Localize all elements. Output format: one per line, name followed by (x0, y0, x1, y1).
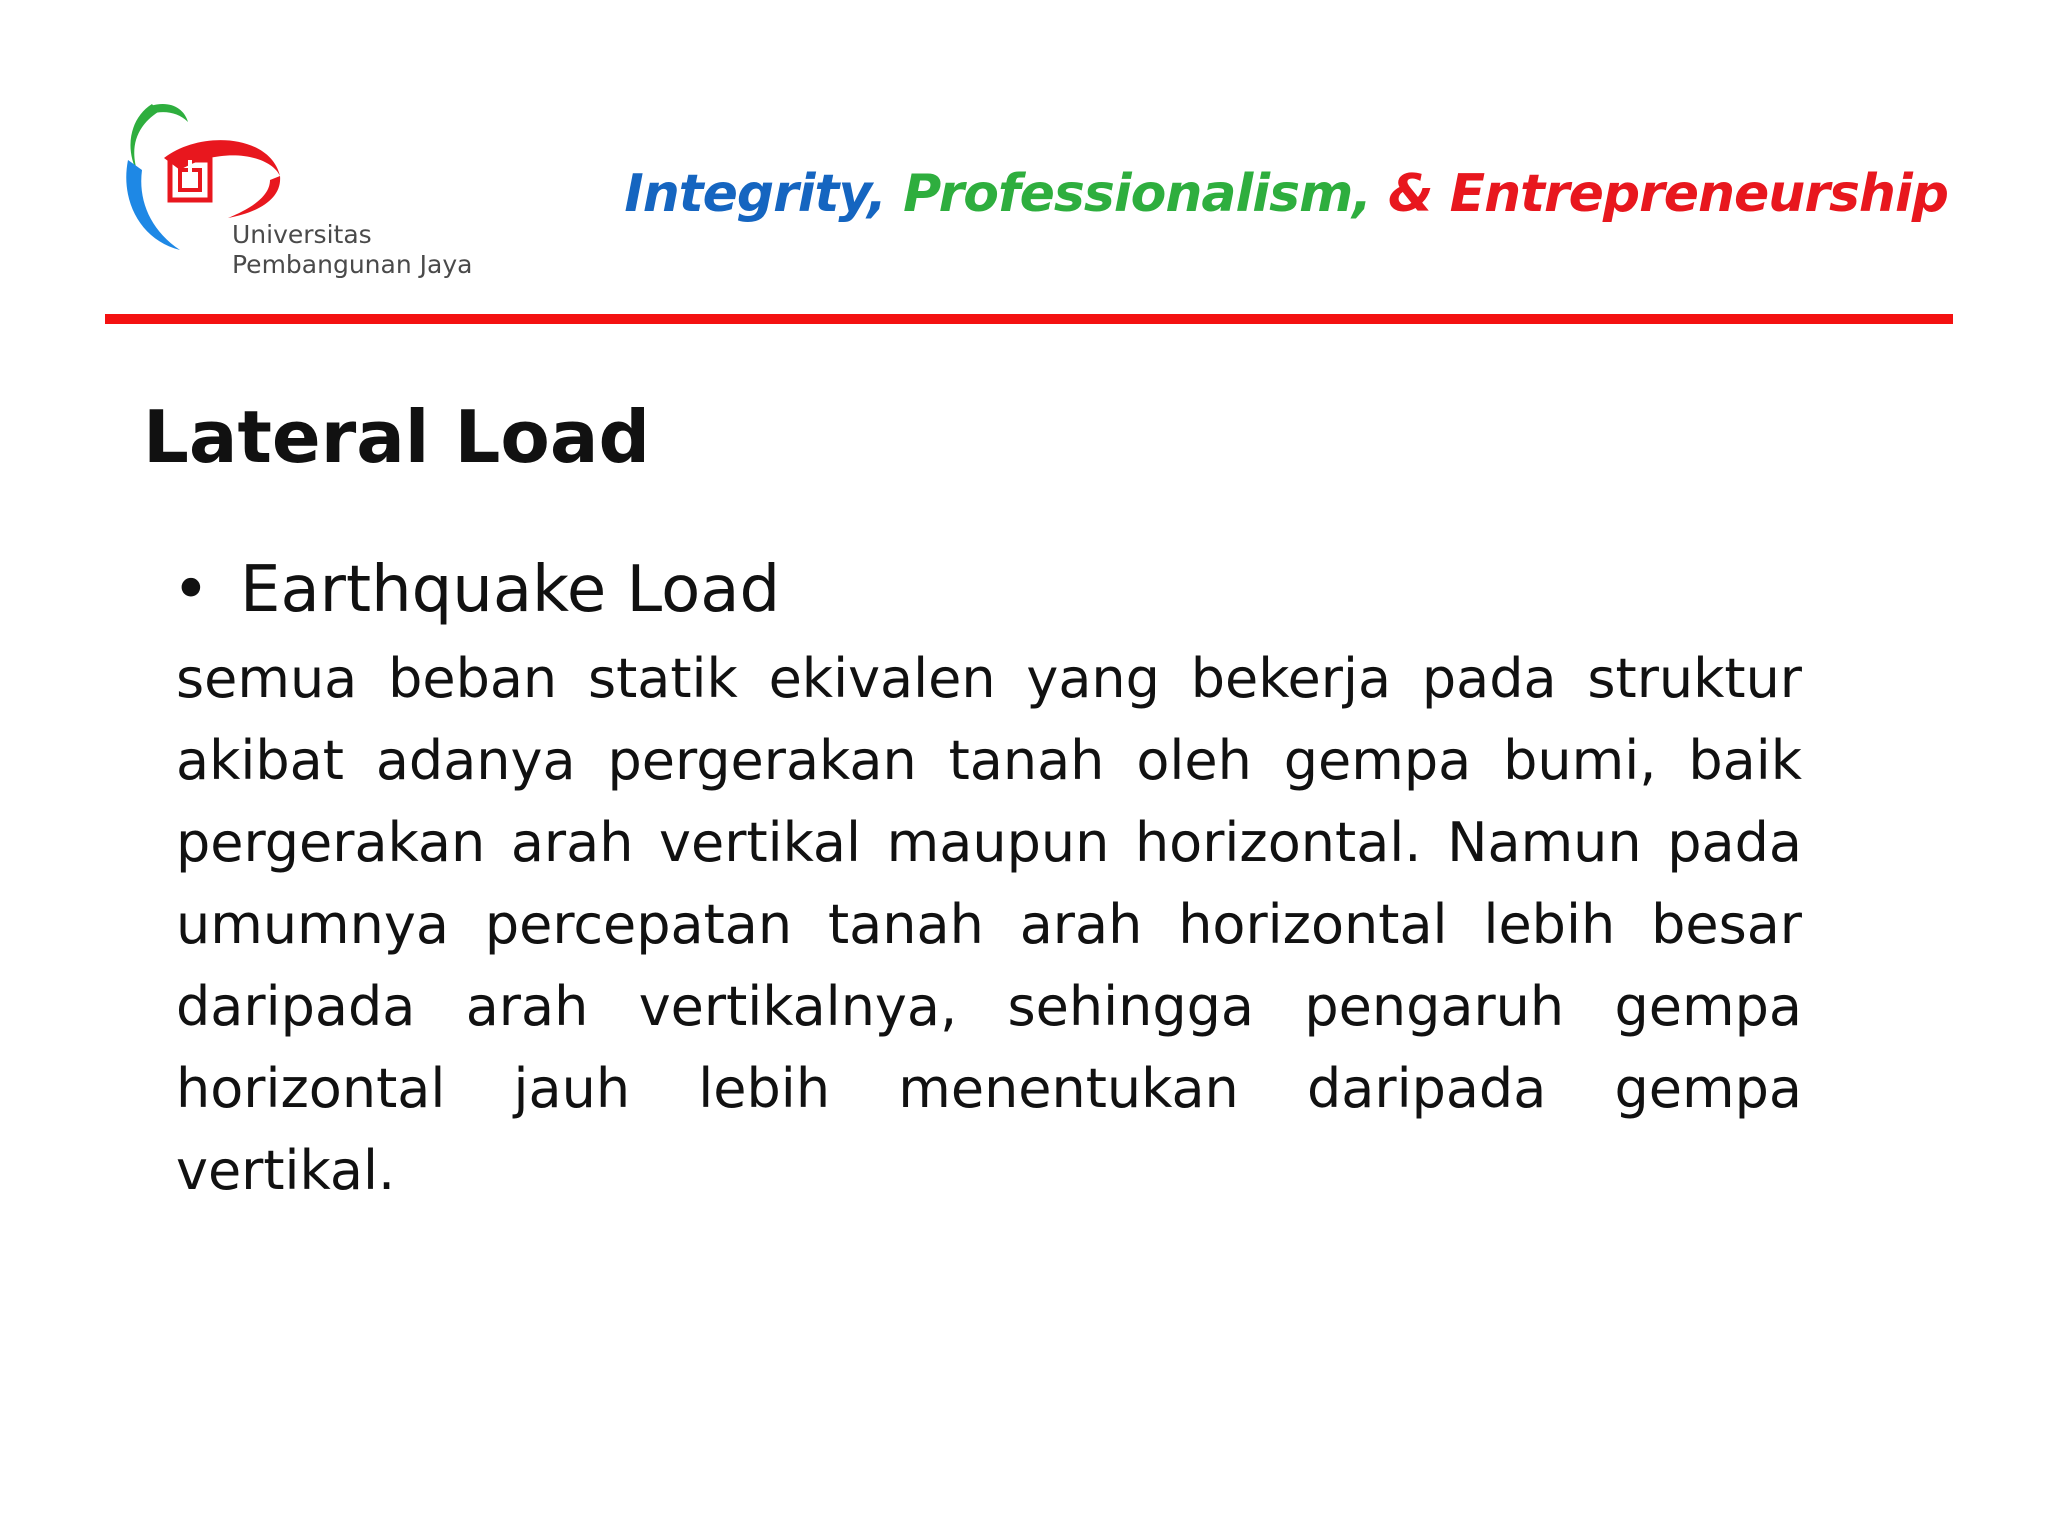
bullet-symbol: • (172, 553, 210, 627)
tagline-professionalism: Professionalism, (903, 164, 1372, 224)
body-line: horizontal jauh lebih menentukan daripada gempa (176, 1057, 1802, 1120)
body-line: vertikal. (176, 1139, 396, 1202)
university-logo (120, 100, 520, 290)
tagline-entrepreneurship: & Entrepreneurship (1388, 164, 1948, 224)
header-divider (105, 314, 1953, 324)
body-line: umumnya percepatan tanah arah horizontal lebih besar (176, 893, 1802, 956)
logo-line-1: Universitas (232, 220, 372, 249)
bullet-item (172, 550, 780, 630)
body-line: akibat adanya pergerakan tanah oleh gempa bumi, baik (176, 729, 1802, 792)
tagline (624, 162, 1948, 226)
body-paragraph (176, 638, 1802, 1212)
body-line: pergerakan arah vertikal maupun horizontal. Namun pada (176, 811, 1802, 874)
logo-line-2: Pembangunan Jaya (232, 250, 473, 279)
logo-text (232, 220, 472, 280)
tagline-integrity: Integrity, (624, 164, 887, 224)
slide-title: Lateral Load (143, 395, 651, 479)
body-line: daripada arah vertikalnya, sehingga pengaruh gempa (176, 975, 1802, 1038)
body-line: semua beban statik ekivalen yang bekerja pada struktur (176, 647, 1802, 710)
bullet-label: Earthquake Load (240, 553, 781, 627)
